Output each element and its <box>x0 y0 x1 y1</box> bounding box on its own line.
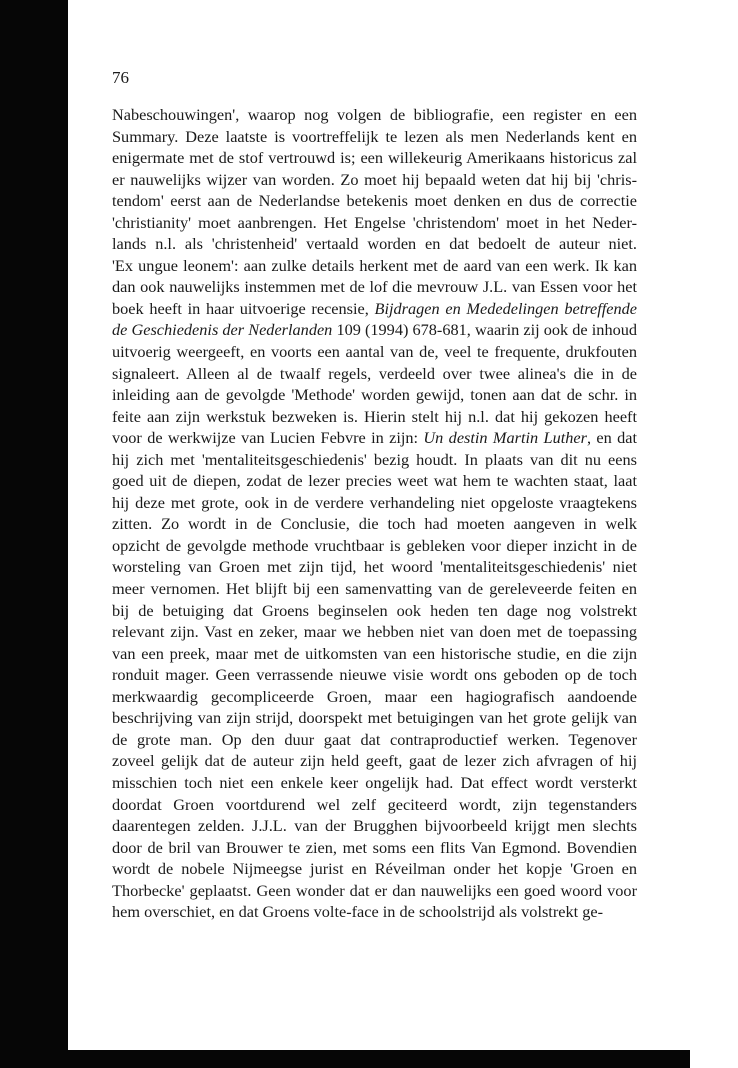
text-line <box>112 126 637 148</box>
text-segment: van een preek, maar met de uitkomsten van een historische studie, en die zijn <box>112 643 637 663</box>
text-line <box>112 384 637 406</box>
text-segment: zoveel gelijk dat de auteur zijn held geeft, gaat de lezer zich afvragen of hij <box>112 751 637 771</box>
text-line <box>112 535 637 557</box>
text-segment: hem overschiet, en dat Groens volte-face in de schoolstrijd als volstrekt ge- <box>112 902 603 922</box>
text-line <box>112 363 637 385</box>
text-line <box>112 319 637 341</box>
text-line <box>112 600 637 622</box>
text-line <box>112 427 637 449</box>
text-segment: 'christianity' moet aanbrengen. Het Engelse 'christendom' moet in het Neder- <box>112 212 637 232</box>
text-segment: goed uit de diepen, zodat de lezer precies weet wat hem te wachten staat, laat <box>112 471 637 491</box>
text-segment: zitten. Zo wordt in de Conclusie, die toch had moeten aangeven in welk <box>112 514 637 534</box>
text-line <box>112 880 637 902</box>
text-line <box>112 901 637 923</box>
body-text <box>112 104 637 923</box>
text-segment: merkwaardig gecompliceerde Groen, maar een hagiografisch aandoende <box>112 686 637 706</box>
text-segment: opzicht de gevolgde methode vruchtbaar is gebleken voor dieper inzicht in de <box>112 535 637 555</box>
text-line <box>112 233 637 255</box>
text-segment: lands n.l. als 'christenheid' vertaald worden en dat bedoelt de auteur niet. <box>112 234 637 254</box>
text-line <box>112 147 637 169</box>
text-segment: hij zich met 'mentaliteitsgeschiedenis' bezig houdt. In plaats van dit nu eens <box>112 449 637 469</box>
italic-title: Bijdragen en Mededelingen betreffende <box>374 298 637 318</box>
text-line <box>112 341 637 363</box>
text-line <box>112 578 637 600</box>
text-segment: meer vernomen. Het blijft bij een samenvatting van de gereleveerde feiten en <box>112 579 637 599</box>
text-line <box>112 815 637 837</box>
text-segment: 109 (1994) 678-681, waarin zij ook de inhoud <box>332 320 637 340</box>
text-segment: inleiding aan de gevolgde 'Methode' worden gewijd, tonen aan dat de schr. in <box>112 385 637 405</box>
text-segment: door de bril van Brouwer te zien, met soms een flits Van Egmond. Bovendien <box>112 837 637 857</box>
text-line <box>112 169 637 191</box>
italic-title: de Geschiedenis der Nederlanden <box>112 320 333 340</box>
text-segment: er nauwelijks wijzer van worden. Zo moet hij bepaald weten dat hij bij 'chris- <box>112 169 637 189</box>
text-line <box>112 837 637 859</box>
text-line <box>112 492 637 514</box>
text-line <box>112 772 637 794</box>
text-segment: beschrijving van zijn strijd, doorspekt met betuigingen van het grote gelijk van <box>112 708 637 728</box>
italic-title: Un destin Martin Luther <box>423 428 587 448</box>
text-segment: wordt de nobele Nijmeegse jurist en Réveilman onder het kopje 'Groen en <box>112 859 637 879</box>
text-segment: de grote man. Op den duur gaat dat contraproductief werken. Tegenover <box>112 729 637 749</box>
text-line <box>112 449 637 471</box>
text-line <box>112 513 637 535</box>
text-line <box>112 858 637 880</box>
text-segment: ronduit mager. Geen verrassende nieuwe visie wordt ons geboden op de toch <box>112 665 637 685</box>
text-line <box>112 298 637 320</box>
text-line <box>112 255 637 277</box>
scan-edge-left <box>0 0 68 1068</box>
text-segment: relevant zijn. Vast en zeker, maar we hebben niet van doen met de toepassing <box>112 622 637 642</box>
text-line <box>112 750 637 772</box>
text-segment: , en dat <box>586 428 637 448</box>
text-line <box>112 190 637 212</box>
text-segment: voor de werkwijze van Lucien Febvre in zijn: <box>112 428 424 448</box>
text-segment: tendom' eerst aan de Nederlandse betekenis moet denken en dus de correctie <box>112 191 637 211</box>
page-number: 76 <box>112 68 129 87</box>
text-line <box>112 470 637 492</box>
text-line <box>112 212 637 234</box>
text-line <box>112 276 637 298</box>
text-line <box>112 707 637 729</box>
text-segment: doordat Groen voortdurend wel zelf geciteerd wordt, zijn tegenstanders <box>112 794 637 814</box>
text-segment: boek heeft in haar uitvoerige recensie, <box>112 298 375 318</box>
text-line <box>112 794 637 816</box>
text-segment: dan ook nauwelijks instemmen met de lof die mevrouw J.L. van Essen voor het <box>112 277 637 297</box>
text-line <box>112 729 637 751</box>
text-segment: uitvoerig weergeeft, en voorts een aantal van de, veel te frequente, drukfouten <box>112 342 637 362</box>
text-segment: 'Ex ungue leonem': aan zulke details herkent met de aard van een werk. Ik kan <box>112 255 637 275</box>
text-segment: enigermate met de stof vertrouwd is; een willekeurig Amerikaans historicus zal <box>112 148 637 168</box>
text-segment: hij deze met grote, ook in de verdere verhandeling niet opgeloste vraagtekens <box>112 492 637 512</box>
text-segment: signaleert. Alleen al de twaalf regels, verdeeld over twee alinea's die in de <box>112 363 637 383</box>
text-segment: worsteling van Groen met zijn tijd, het woord 'mentaliteitsgeschiedenis' niet <box>112 557 637 577</box>
text-line <box>112 621 637 643</box>
text-segment: bij de betuiging dat Groens beginselen ook heden ten dage nog volstrekt <box>112 600 637 620</box>
text-line <box>112 686 637 708</box>
text-segment: Nabeschouwingen', waarop nog volgen de bibliografie, een register en een <box>112 105 637 124</box>
scan-edge-bottom <box>0 1050 690 1068</box>
text-segment: feite aan zijn werkstuk bezweken is. Hierin stelt hij n.l. dat hij gekozen heeft <box>112 406 637 426</box>
text-segment: Summary. Deze laatste is voortreffelijk te lezen als men Nederlands kent en <box>112 126 637 146</box>
text-line <box>112 406 637 428</box>
text-line <box>112 104 637 126</box>
text-segment: daarentegen zelden. J.J.L. van der Brugghen bijvoorbeeld krijgt men slechts <box>112 816 637 836</box>
text-segment: misschien toch niet een enkele keer ongelijk had. Dat effect wordt versterkt <box>112 772 637 792</box>
text-segment: Thorbecke' geplaatst. Geen wonder dat er dan nauwelijks een goed woord voor <box>112 880 637 900</box>
text-line <box>112 664 637 686</box>
text-line <box>112 556 637 578</box>
text-line <box>112 643 637 665</box>
